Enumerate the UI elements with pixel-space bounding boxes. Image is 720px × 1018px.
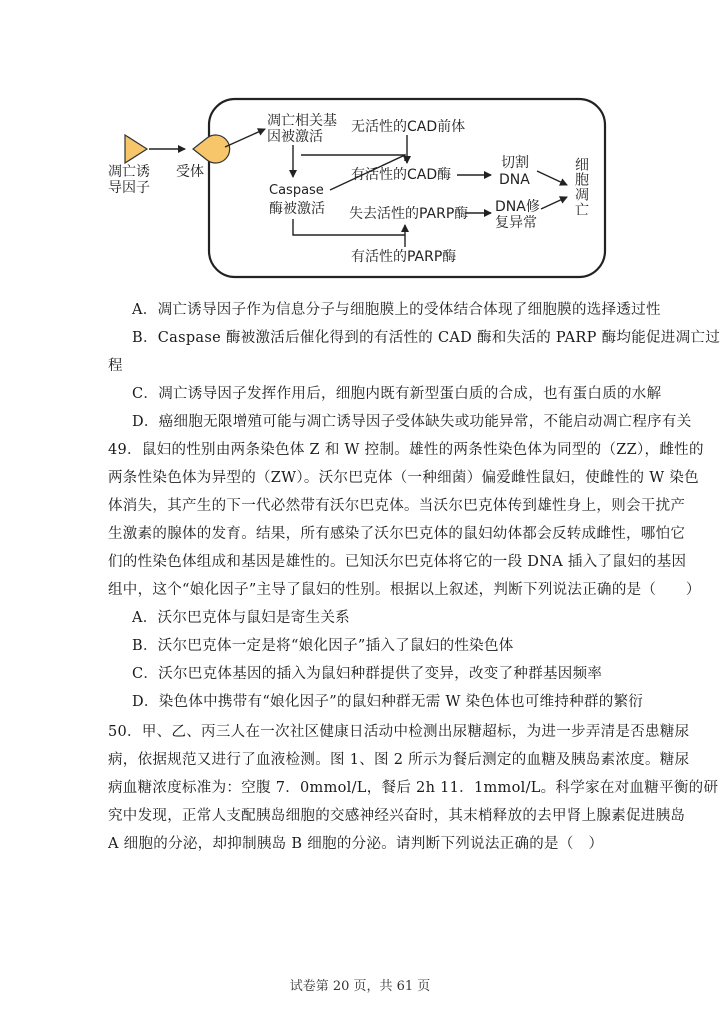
page-footer: 试卷第 20 页，共 61 页 <box>289 979 431 994</box>
q50-stem-line: 究中发现，正常人支配胰岛细胞的交感神经兴奋时，其末梢释放的去甲肾上腺素促进胰岛 <box>108 808 686 824</box>
inactive-cad-label: 无活性的CAD前体 <box>351 119 466 135</box>
gene-activated-line2: 因被激活 <box>267 129 323 145</box>
q48-option-b-line2: 程 <box>108 358 123 374</box>
q49-stem-line: 生激素的腺体的发育。结果，所有感染了沃尔巴克体的鼠妇幼体都会反转成雌性，哪怕它 <box>108 526 686 542</box>
dna-repair-line1: DNA修 <box>495 199 540 215</box>
caspase-label-line1: Caspase <box>269 183 324 198</box>
q49-stem-line: 体消失，其产生的下一代必然带有沃尔巴克体。当沃尔巴克体传到雄性身上，则会干扰产 <box>108 498 686 514</box>
q50-stem-line: A 细胞的分泌，却抑制胰岛 B 细胞的分泌。请判断下列说法正确的是（ ） <box>108 836 604 852</box>
q49-stem-line: 两条性染色体为异型的（ZW）。沃尔巴克体（一种细菌）偏爱雌性鼠妇，使雌性的 W 染色 <box>108 470 699 486</box>
q48-option-b-line1: B．Caspase 酶被激活后催化得到的有活性的 CAD 酶和失活的 PARP 酶均能促进凋亡过 <box>132 330 720 346</box>
cut-dna-line2: DNA <box>499 172 530 188</box>
gene-activated-line1: 凋亡相关基 <box>267 113 337 129</box>
q50-stem-line: 病，依据规范又进行了血液检测。图 1、图 2 所示为餐后测定的血糖及胰岛素浓度。糖尿 <box>108 752 690 768</box>
active-cad-label: 有活性的CAD酶 <box>351 167 452 183</box>
inducer-label-line2: 导因子 <box>108 180 150 196</box>
q48-option-a: A．凋亡诱导因子作为信息分子与细胞膜上的受体结合体现了细胞膜的选择透过性 <box>132 302 661 318</box>
q50-stem-line: 病血糖浓度标准为：空腹 7．0mmol/L，餐后 2h 11．1mmol/L。科学家在对血糖平衡的研 <box>108 780 719 796</box>
lost-parp-label: 失去活性的PARP酶 <box>349 206 469 222</box>
q49-stem-line: 们的性染色体组成和基因是雄性的。已知沃尔巴克体将它的一段 DNA 插入了鼠妇的基因 <box>108 554 687 570</box>
q50-stem-line: 50．甲、乙、丙三人在一次社区健康日活动中检测出尿糖超标，为进一步弄清是否患糖尿 <box>108 724 690 740</box>
q49-option-a: A．沃尔巴克体与鼠妇是寄生关系 <box>132 610 350 626</box>
apoptosis-diagram <box>105 95 625 285</box>
dna-repair-line2: 复异常 <box>495 215 537 231</box>
q49-stem-line: 49．鼠妇的性别由两条染色体 Z 和 W 控制。雄性的两条性染色体为同型的（ZZ），雌性的 <box>108 442 704 458</box>
cut-dna-line1: 切割 <box>501 155 529 171</box>
q49-option-d: D．染色体中携带有“娘化因子”的鼠妇种群无需 W 染色体也可维持种群的繁衍 <box>132 694 644 710</box>
q48-option-c: C．凋亡诱导因子发挥作用后，细胞内既有新型蛋白质的合成，也有蛋白质的水解 <box>132 386 662 402</box>
inducer-triangle <box>125 135 147 163</box>
inducer-label-line1: 凋亡诱 <box>108 164 150 180</box>
q49-stem-line: 组中，这个“娘化因子”主导了鼠妇的性别。根据以上叙述，判断下列说法正确的是（ ） <box>108 582 701 598</box>
active-parp-label: 有活性的PARP酶 <box>351 249 457 265</box>
q48-option-d: D．癌细胞无限增殖可能与凋亡诱导因子受体缺失或功能异常，不能启动凋亡程序有关 <box>132 414 692 430</box>
q49-option-c: C．沃尔巴克体基因的插入为鼠妇种群提供了变异，改变了种群基因频率 <box>132 666 603 682</box>
receptor-label: 受体 <box>176 164 204 180</box>
cell-death-label: 细胞凋亡 <box>573 157 589 217</box>
q49-option-b: B．沃尔巴克体一定是将“娘化因子”插入了鼠妇的性染色体 <box>132 638 514 654</box>
caspase-label-line2: 酶被激活 <box>269 201 325 217</box>
receptor-shape <box>193 135 230 163</box>
